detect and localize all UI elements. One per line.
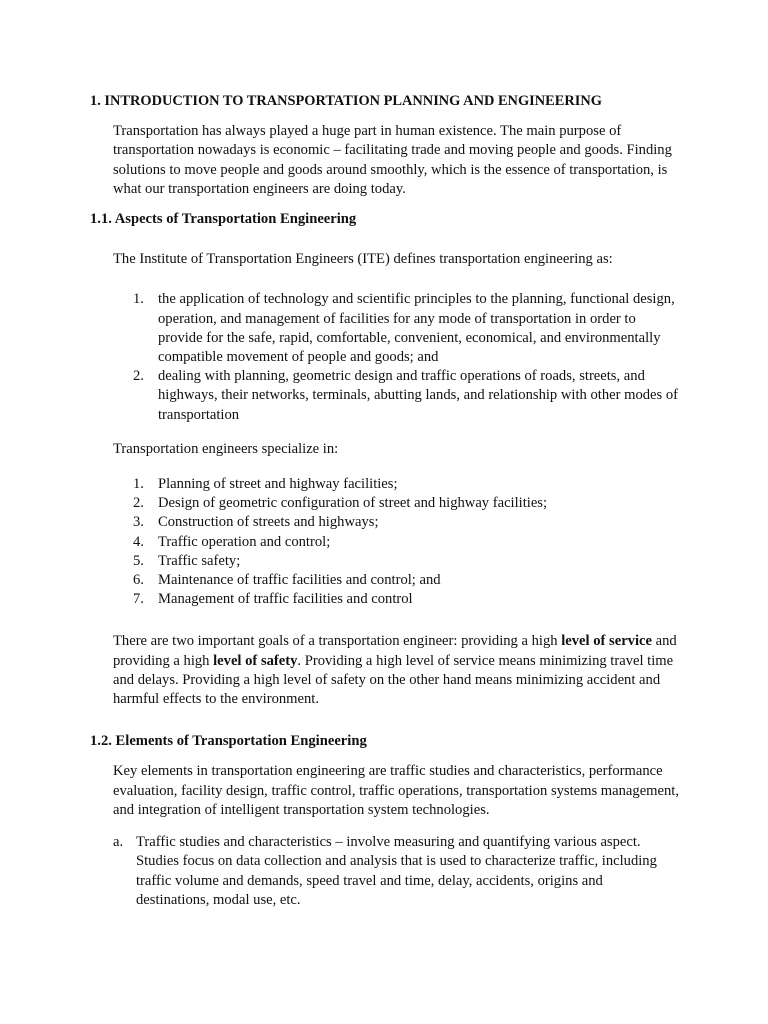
list-item-text: dealing with planning, geometric design and traffic operations of roads, streets, and highways, their networks, terminals, abutting lands, and relationship with other modes of transportation [158, 368, 679, 423]
list-item-text: Design of geometric configuration of street and highway facilities; [158, 495, 548, 512]
list-item-number: 2. [133, 368, 144, 385]
list-item [133, 367, 683, 425]
goals-text-part-3: . Providing a high level of service means minimizing travel time and delays. Providing a high level of safety on the other hand means minimizing accident and harmful effects to the environment. [113, 652, 674, 708]
list-item-letter: a. [113, 834, 124, 851]
list-item [133, 290, 683, 367]
list-item [133, 571, 683, 590]
key-elements-paragraph: Key elements in transportation engineering are traffic studies and characteristics, performance evaluation, facility design, traffic control, traffic operations, transportation systems management, and integration of intelligent transportation system technologies. [113, 763, 680, 818]
list-item [133, 513, 683, 532]
section-heading-aspects: 1.1. Aspects of Transportation Engineering [90, 211, 357, 228]
list-item-number: 1. [133, 291, 144, 308]
list-item-text: Planning of street and highway facilities; [158, 476, 398, 493]
list-item-number: 3. [133, 514, 144, 531]
list-item [133, 494, 683, 513]
list-item-number: 4. [133, 533, 144, 550]
goals-paragraph [113, 632, 685, 709]
intro-paragraph: Transportation has always played a huge part in human existence. The main purpose of transportation nowadays is economic – facilitating trade and moving people and goods. Finding solutions to move people and goods around smoothly, which is the essence of transportation, is what our transportation engineers are doing today. [113, 123, 672, 197]
list-item-text: Management of traffic facilities and control [158, 591, 413, 608]
definition-list [133, 290, 683, 424]
main-heading: 1. INTRODUCTION TO TRANSPORTATION PLANNING AND ENGINEERING [90, 93, 602, 109]
list-item-text: Traffic safety; [158, 552, 241, 569]
list-item-text: Traffic operation and control; [158, 533, 331, 550]
specialize-intro: Transportation engineers specialize in: [113, 440, 339, 457]
list-item [133, 552, 683, 571]
specialization-list [133, 475, 683, 609]
list-item-text: Traffic studies and characteristics – involve measuring and quantifying various aspect. Studies focus on data collection and analysis that is used to characterize traffic, including traffic volume and demands, speed travel and time, delay, accidents, origins and destinations, modal use, etc. [136, 834, 657, 908]
list-item [133, 475, 683, 494]
list-item-text: the application of technology and scientific principles to the planning, functional design, operation, and management of facilities for any mode of transportation in order to provide for the safe, rapid, comfortable, convenient, economical, and environmentally compatible movement of people and goods; and [158, 291, 675, 366]
list-item [133, 590, 683, 609]
list-item-number: 6. [133, 572, 144, 589]
list-item-number: 1. [133, 476, 144, 493]
goals-text-part-1: There are two important goals of a transportation engineer: providing a high [113, 633, 562, 650]
level-of-safety-term: level of safety [213, 652, 298, 669]
list-item-number: 5. [133, 552, 144, 569]
list-item-text: Maintenance of traffic facilities and control; and [158, 572, 441, 589]
list-item-number: 7. [133, 591, 144, 608]
list-item [133, 533, 683, 552]
level-of-service-term: level of service [561, 633, 652, 650]
list-item [113, 833, 675, 910]
list-item-text: Construction of streets and highways; [158, 514, 379, 531]
ite-definition-intro: The Institute of Transportation Engineers (ITE) defines transportation engineering as: [113, 251, 613, 268]
list-item-number: 2. [133, 495, 144, 512]
section-heading-elements: 1.2. Elements of Transportation Engineering [90, 733, 367, 750]
elements-list [113, 833, 675, 910]
goals-text-part-2: and providing a high [113, 633, 677, 669]
